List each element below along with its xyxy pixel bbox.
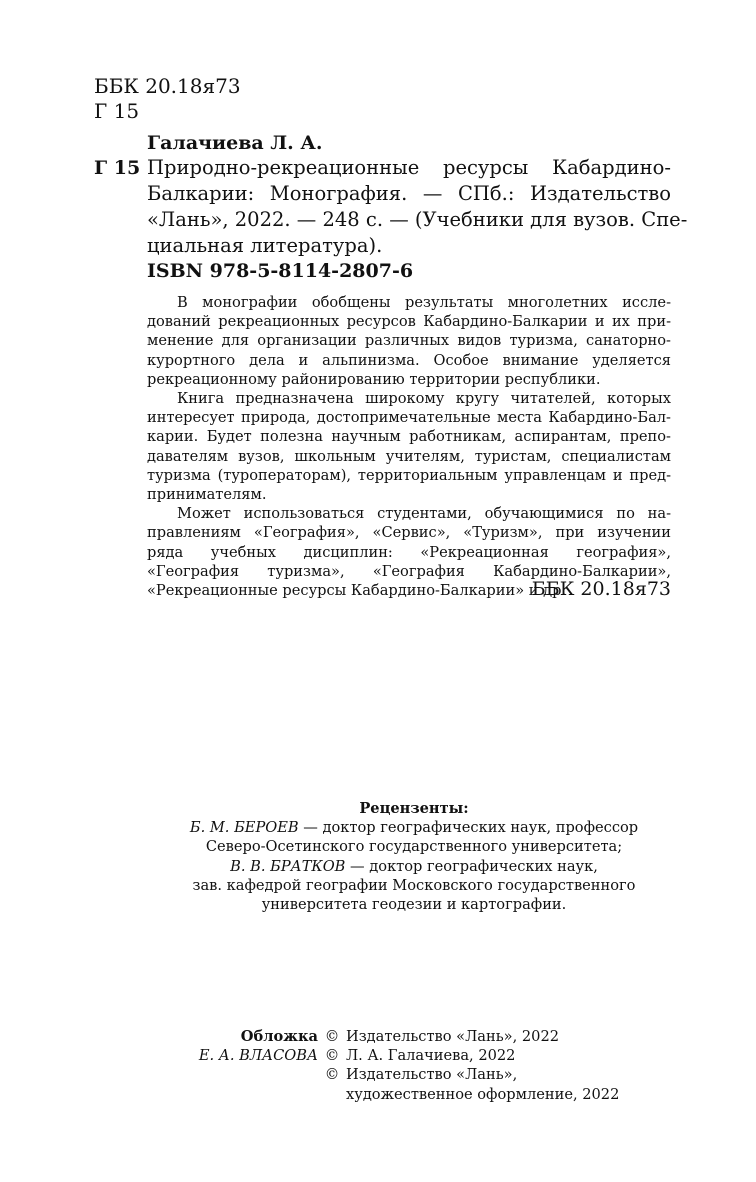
copyright-icon: © (324, 1028, 340, 1045)
reviewer-1-name: Б. М. БЕРОЕВ (189, 819, 299, 837)
reviewer-1 (94, 818, 734, 837)
cover-label: Обложка (240, 1028, 318, 1045)
copyright-author: Л. А. Галачиева, 2022 (346, 1047, 516, 1065)
annotation-line: Книга предназначена широкому кругу читателей, которых (177, 390, 671, 408)
title-line: Природно-рекреационные ресурсы Кабардино- (147, 156, 671, 179)
reviewer-2-degree: — доктор географических наук, (345, 857, 598, 875)
copyright-icon: © (324, 1066, 340, 1084)
annotation-line: курортного дела и альпинизма. Особое внимание уделяется (147, 351, 671, 369)
bbk-header (94, 74, 241, 124)
title-index: Г 15 (94, 157, 141, 179)
title-line: Балкарии: Монография. — СПб.: Издательство (147, 182, 671, 205)
annotation-line: давателям вузов, школьным учителям, туристам, специалистам (147, 447, 671, 465)
credit-row (180, 1027, 619, 1046)
copyright-publisher: Издательство «Лань», 2022 (346, 1028, 560, 1045)
reviewers-title: Рецензенты: (359, 800, 469, 817)
annotation-line: «Рекреационные ресурсы Кабардино-Балкарии» и др. (147, 582, 567, 600)
annotation-line: принимателям. (147, 486, 267, 504)
reviewer-2-affiliation: университета геодезии и картографии. (261, 896, 567, 914)
reviewer-1-degree: — доктор географических наук, профессор (298, 819, 639, 837)
bbk-code-bottom: ББК 20.18я73 (531, 578, 671, 600)
copyright-design-continued: художественное оформление, 2022 (346, 1085, 620, 1103)
credit-row (180, 1046, 619, 1065)
isbn: ISBN 978-5-8114-2807-6 (147, 260, 414, 282)
author-name: Галачиева Л. А. (147, 132, 323, 154)
annotation-line: В монографии обобщены результаты многолетних иссле- (177, 294, 671, 311)
author-index-top: Г 15 (94, 99, 140, 123)
copyright-credits (180, 1027, 619, 1104)
annotation-line: рекреационному районированию территории республики. (147, 370, 601, 388)
annotation-line: интересует природа, достопримечательные места Кабардино-Бал- (147, 409, 671, 427)
cover-author: Е. А. ВЛАСОВА (198, 1047, 318, 1065)
annotation-line: «География туризма», «География Кабардино-Балкарии», (147, 562, 671, 580)
credit-row (180, 1085, 619, 1104)
copyright-icon: © (324, 1047, 340, 1065)
annotation-line: карии. Будет полезна научным работникам, аспирантам, препо- (147, 428, 671, 446)
reviewer-2-name: В. В. БРАТКОВ (230, 857, 346, 875)
annotation-line: туризма (туроператорам), территориальным управленцам и пред- (147, 466, 671, 484)
bbk-code-top: ББК 20.18я73 (94, 74, 241, 98)
annotation (147, 293, 671, 600)
annotation-line: дований рекреационных ресурсов Кабардино-Балкарии и их при- (147, 313, 671, 331)
title-line: «Лань», 2022. — 248 с. — (Учебники для вузов. Спе- (147, 208, 688, 231)
credit-row (180, 1065, 619, 1084)
reviewer-1-affiliation: Северо-Осетинского государственного университета; (205, 838, 623, 856)
reviewer-2 (94, 857, 734, 876)
title-line: циальная литература). (147, 234, 383, 257)
annotation-line: ряда учебных дисциплин: «Рекреационная география», (147, 543, 671, 561)
copyright-design: Издательство «Лань», (346, 1066, 518, 1084)
annotation-line: правлениям «География», «Сервис», «Туризм», при изучении (147, 524, 671, 542)
annotation-line: Может использоваться студентами, обучающимися по на- (177, 505, 671, 523)
bibliographic-title (147, 155, 688, 259)
reviewers-block (94, 799, 734, 914)
reviewer-2-position: зав. кафедрой географии Московского государственного (192, 876, 636, 894)
annotation-line: менение для организации различных видов туризма, санаторно- (147, 332, 671, 350)
